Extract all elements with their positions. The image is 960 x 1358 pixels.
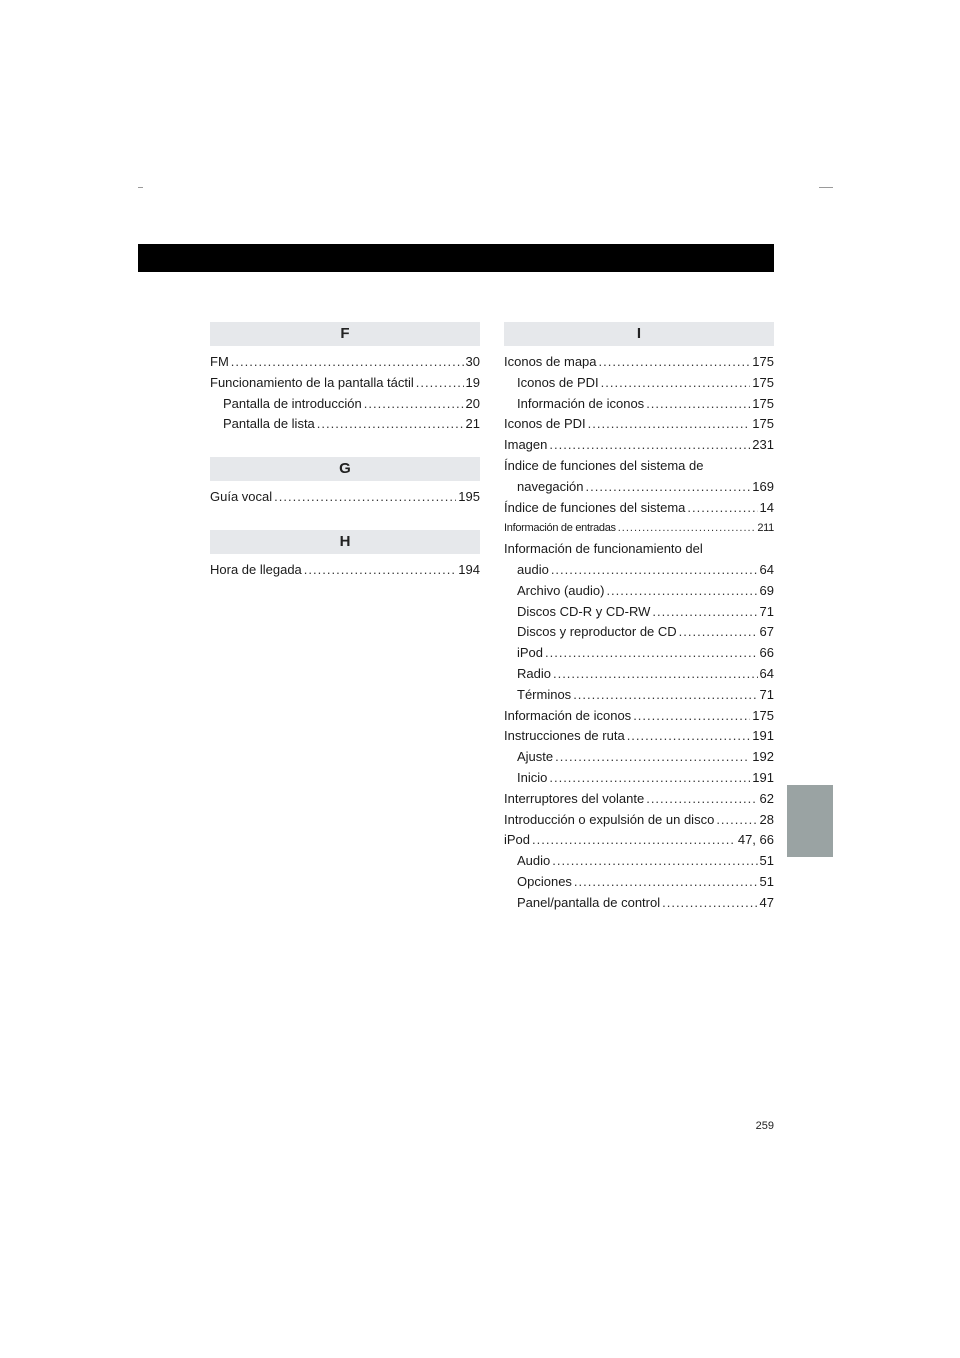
entry-page: 169 bbox=[752, 478, 774, 494]
entry-label: Imagen bbox=[504, 437, 548, 453]
index-entry[interactable] bbox=[504, 706, 774, 727]
dot-leader bbox=[716, 810, 757, 831]
entry-page: 66 bbox=[759, 645, 774, 661]
dot-leader bbox=[549, 768, 750, 789]
entry-page: 64 bbox=[759, 665, 774, 681]
entry-page: 175 bbox=[752, 374, 774, 390]
entry-label: Audio bbox=[517, 853, 551, 869]
section-side-tab bbox=[787, 785, 833, 857]
dot-leader bbox=[679, 622, 758, 643]
dot-leader bbox=[416, 373, 464, 394]
dot-leader bbox=[274, 487, 456, 508]
index-entry[interactable] bbox=[210, 352, 480, 373]
index-entry[interactable] bbox=[504, 498, 774, 519]
index-entry[interactable] bbox=[210, 560, 480, 581]
index-entry[interactable] bbox=[504, 414, 774, 435]
dot-leader bbox=[574, 872, 758, 893]
page-number: 259 bbox=[755, 1120, 774, 1132]
entry-label: Información de funcionamiento del bbox=[504, 541, 703, 557]
dot-leader bbox=[646, 789, 757, 810]
entry-label: Iconos de PDI bbox=[517, 374, 599, 390]
entry-label: Hora de llegada bbox=[210, 561, 302, 577]
entry-page: 21 bbox=[465, 416, 480, 432]
dot-leader bbox=[627, 726, 751, 747]
entry-label: Guía vocal bbox=[210, 489, 273, 505]
entry-page: 191 bbox=[752, 728, 774, 744]
index-subentry[interactable] bbox=[504, 373, 774, 394]
entry-label: Inicio bbox=[517, 769, 548, 785]
dot-leader bbox=[588, 414, 751, 435]
entry-label: Términos bbox=[517, 686, 572, 702]
index-subentry[interactable] bbox=[504, 747, 774, 768]
entry-label: FM bbox=[210, 354, 229, 369]
entry-label: Archivo (audio) bbox=[517, 582, 605, 598]
dot-leader bbox=[304, 560, 457, 581]
index-subentry[interactable] bbox=[504, 685, 774, 706]
dot-leader bbox=[551, 560, 758, 581]
entry-page: 71 bbox=[759, 603, 774, 619]
entry-page: 194 bbox=[458, 561, 480, 577]
dot-leader bbox=[687, 498, 757, 519]
index-entry[interactable] bbox=[210, 373, 480, 394]
entry-page: 47 bbox=[759, 894, 774, 910]
index-subentry[interactable] bbox=[504, 851, 774, 872]
index-subentry[interactable] bbox=[504, 643, 774, 664]
entry-label: Índice de funciones del sistema de bbox=[504, 457, 704, 473]
dot-leader bbox=[364, 394, 464, 415]
entry-page: 231 bbox=[752, 437, 774, 453]
entry-page: 20 bbox=[465, 395, 480, 411]
index-column-right bbox=[504, 322, 774, 914]
entry-page: 175 bbox=[752, 354, 774, 369]
entry-label: Discos CD-R y CD-RW bbox=[517, 603, 651, 619]
entry-label: Introducción o expulsión de un disco bbox=[504, 811, 715, 827]
dot-leader bbox=[532, 830, 736, 851]
index-entry[interactable] bbox=[504, 789, 774, 810]
entry-label: Índice de funciones del sistema bbox=[504, 499, 686, 515]
index-entry[interactable] bbox=[504, 726, 774, 747]
entry-label: Instrucciones de ruta bbox=[504, 728, 625, 744]
entry-label: Opciones bbox=[517, 873, 572, 889]
entry-label: Discos y reproductor de CD bbox=[517, 624, 677, 640]
index-entry[interactable] bbox=[210, 487, 480, 508]
entry-label: Información de iconos bbox=[504, 707, 632, 723]
entry-page: 51 bbox=[759, 873, 774, 889]
entry-label: Panel/pantalla de control bbox=[517, 894, 661, 910]
entry-page: 64 bbox=[759, 561, 774, 577]
entry-label: Iconos de mapa bbox=[504, 354, 597, 369]
index-subentry[interactable] bbox=[210, 394, 480, 415]
index-subentry[interactable] bbox=[504, 394, 774, 415]
entry-page: 51 bbox=[759, 853, 774, 869]
entry-page: 69 bbox=[759, 582, 774, 598]
dot-leader bbox=[586, 477, 751, 498]
dot-leader bbox=[606, 581, 757, 602]
dot-leader bbox=[552, 851, 757, 872]
entry-label: Pantalla de introducción bbox=[223, 395, 362, 411]
entry-label: Funcionamiento de la pantalla táctil bbox=[210, 374, 414, 390]
entry-label: Información de entradas bbox=[504, 522, 616, 535]
index-entry[interactable] bbox=[504, 539, 774, 581]
index-entry[interactable] bbox=[504, 830, 774, 851]
header-band bbox=[138, 244, 774, 272]
dot-leader bbox=[231, 352, 464, 373]
dot-leader bbox=[549, 435, 750, 456]
dot-leader bbox=[633, 706, 750, 727]
entry-page: 19 bbox=[465, 374, 480, 390]
entry-page: 211 bbox=[757, 522, 774, 535]
index-subentry[interactable] bbox=[504, 872, 774, 893]
entry-label: Pantalla de lista bbox=[223, 416, 315, 432]
entry-page: 192 bbox=[752, 749, 774, 765]
entry-page: 71 bbox=[759, 686, 774, 702]
index-entry[interactable] bbox=[504, 518, 774, 539]
index-entry[interactable] bbox=[504, 810, 774, 831]
entry-label: Interruptores del volante bbox=[504, 790, 645, 806]
entry-label: Iconos de PDI bbox=[504, 416, 586, 432]
entry-page: 191 bbox=[752, 769, 774, 785]
crop-mark-right bbox=[819, 187, 833, 188]
entry-page: 14 bbox=[759, 499, 774, 515]
dot-leader bbox=[599, 352, 751, 373]
entry-page: 175 bbox=[752, 395, 774, 411]
entry-page: 67 bbox=[759, 624, 774, 640]
entry-page: 62 bbox=[759, 790, 774, 806]
index-subentry[interactable] bbox=[504, 622, 774, 643]
index-subentry[interactable] bbox=[504, 602, 774, 623]
dot-leader bbox=[573, 685, 757, 706]
section-letter-heading: I bbox=[504, 322, 774, 346]
entry-label: iPod bbox=[504, 832, 531, 848]
entry-label: Ajuste bbox=[517, 749, 554, 765]
section-letter-heading: H bbox=[210, 530, 480, 554]
entry-label: Información de iconos bbox=[517, 395, 645, 411]
entry-page: 28 bbox=[759, 811, 774, 827]
crop-mark-left bbox=[138, 187, 143, 188]
entry-page: 47, 66 bbox=[737, 832, 774, 848]
entry-page: 195 bbox=[458, 489, 480, 505]
entry-label-continued: navegación bbox=[517, 478, 584, 494]
index-subentry[interactable] bbox=[504, 664, 774, 685]
dot-leader bbox=[545, 643, 758, 664]
dot-leader bbox=[601, 373, 751, 394]
entry-label: Radio bbox=[517, 665, 551, 681]
entry-label-continued: audio bbox=[517, 561, 549, 577]
section-spacer bbox=[210, 508, 480, 530]
entry-label: iPod bbox=[517, 645, 544, 661]
section-spacer bbox=[210, 435, 480, 457]
index-subentry[interactable] bbox=[504, 581, 774, 602]
entry-page: 175 bbox=[752, 707, 774, 723]
dot-leader bbox=[553, 664, 758, 685]
entry-page: 175 bbox=[752, 416, 774, 432]
section-letter-heading: G bbox=[210, 457, 480, 481]
index-subentry[interactable] bbox=[210, 414, 480, 435]
index-subentry[interactable] bbox=[504, 768, 774, 789]
entry-page: 30 bbox=[465, 354, 480, 369]
index-entry[interactable] bbox=[504, 435, 774, 456]
index-subentry[interactable] bbox=[504, 893, 774, 914]
index-entry[interactable] bbox=[504, 456, 774, 498]
index-entry[interactable] bbox=[504, 352, 774, 373]
dot-leader bbox=[555, 747, 750, 768]
index-column-left bbox=[210, 322, 480, 581]
dot-leader bbox=[662, 893, 757, 914]
dot-leader bbox=[317, 414, 464, 435]
section-letter-heading: F bbox=[210, 322, 480, 346]
dot-leader bbox=[618, 518, 756, 539]
dot-leader bbox=[652, 602, 757, 623]
dot-leader bbox=[646, 394, 750, 415]
